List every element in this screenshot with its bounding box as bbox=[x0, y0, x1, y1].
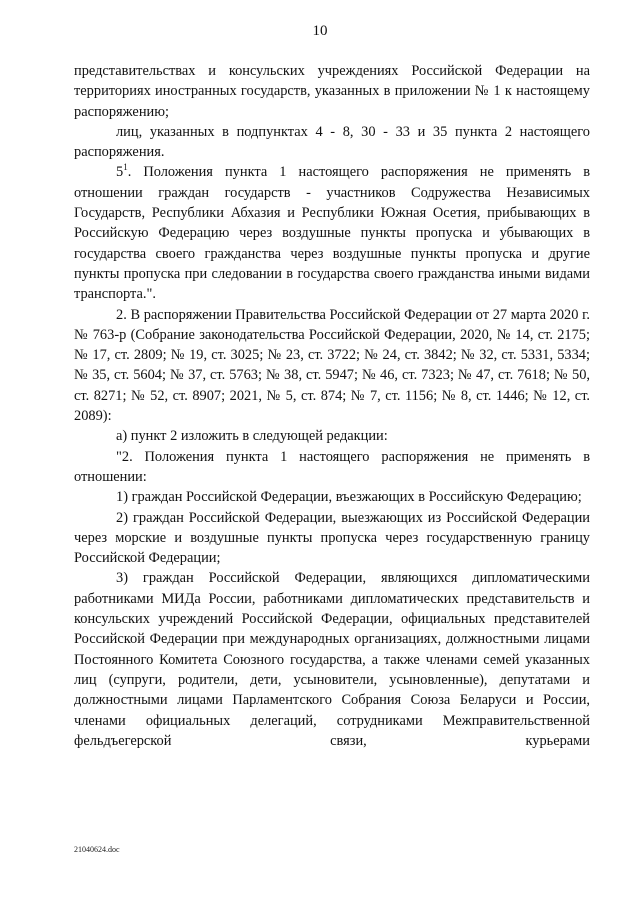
clause-superscript: 1 bbox=[123, 162, 128, 173]
paragraph-item-2: 2) граждан Российской Федерации, выезжающих из Российской Федерации через морские и воздушные пункты пропуска через государственную границу Российской Федерации; bbox=[74, 509, 590, 567]
footer-document-code: 21040624.doc bbox=[74, 845, 120, 854]
paragraph-item-3: 3) граждан Российской Федерации, являющихся дипломатическими работниками МИДа России, работниками дипломатических представительств и консульских учреждений Российской Федерации, официальных представителей Российской Федерации при международных организациях, должностными лицами Постоянного Комитета Союзного государства, а также членами семей указанных лиц (супруги, родители, дети, усыновители, усыновленные), депутатами и должностными лицами Парламентского Собрания Союза Беларуси и России, членами официальных делегаций, сотрудниками Межправительственной фельдъегерской связи, курьерами bbox=[74, 570, 590, 749]
paragraph-2-amendment-reference: 2. В распоряжении Правительства Российской Федерации от 27 марта 2020 г. № 763-р (Собрание законодательства Российской Федерации, 2020, № 14, ст. 2175; № 17, ст. 2809; № 19, ст. 3025; № 23, ст. 3722; № 24, ст. 3842; № 32, ст. 5331, 5334; № 35, ст. 5604; № 37, ст. 5763; № 38, ст. 5947; № 46, ст. 7323; № 47, ст. 7618; № 50, ст. 8271; № 52, ст. 8907; 2021, № 5, ст. 874; № 7, ст. 1156; № 8, ст. 1446; № 12, ст. 2089): bbox=[74, 306, 590, 425]
page-number: 10 bbox=[312, 23, 328, 39]
paragraph-continuation-consulates: представительствах и консульских учреждениях Российской Федерации на территориях иностранных государств, указанных в приложении № 1 к настоящему распоряжению; bbox=[74, 63, 590, 120]
clause-text: . Положения пункта 1 настоящего распоряжения не применять в отношении граждан государств - участников Содружества Независимых Государств, Республики Абхазия и Республики Южная Осетия, прибывающих в Российскую Федерацию через воздушные пункты пропуска и убывающих в государства своего гражданства через воздушные пункты пропуска и другие пункты пропуска при следовании в государства своего гражданства иными видами транспорта.". bbox=[74, 164, 590, 303]
paragraph-point-2-intro: "2. Положения пункта 1 настоящего распоряжения не применять в отношении: bbox=[74, 448, 590, 485]
paragraph-persons-subparagraphs: лиц, указанных в подпунктах 4 - 8, 30 - 33 и 35 пункта 2 настоящего распоряжения. bbox=[74, 123, 590, 161]
paragraph-item-1: 1) граждан Российской Федерации, въезжающих в Российскую Федерацию; bbox=[116, 489, 582, 506]
paragraph-5-1-cis-citizens bbox=[74, 162, 590, 304]
document-body bbox=[74, 61, 590, 751]
paragraph-a-point-2: а) пункт 2 изложить в следующей редакции: bbox=[116, 428, 388, 445]
clause-number: 5 bbox=[116, 164, 124, 181]
